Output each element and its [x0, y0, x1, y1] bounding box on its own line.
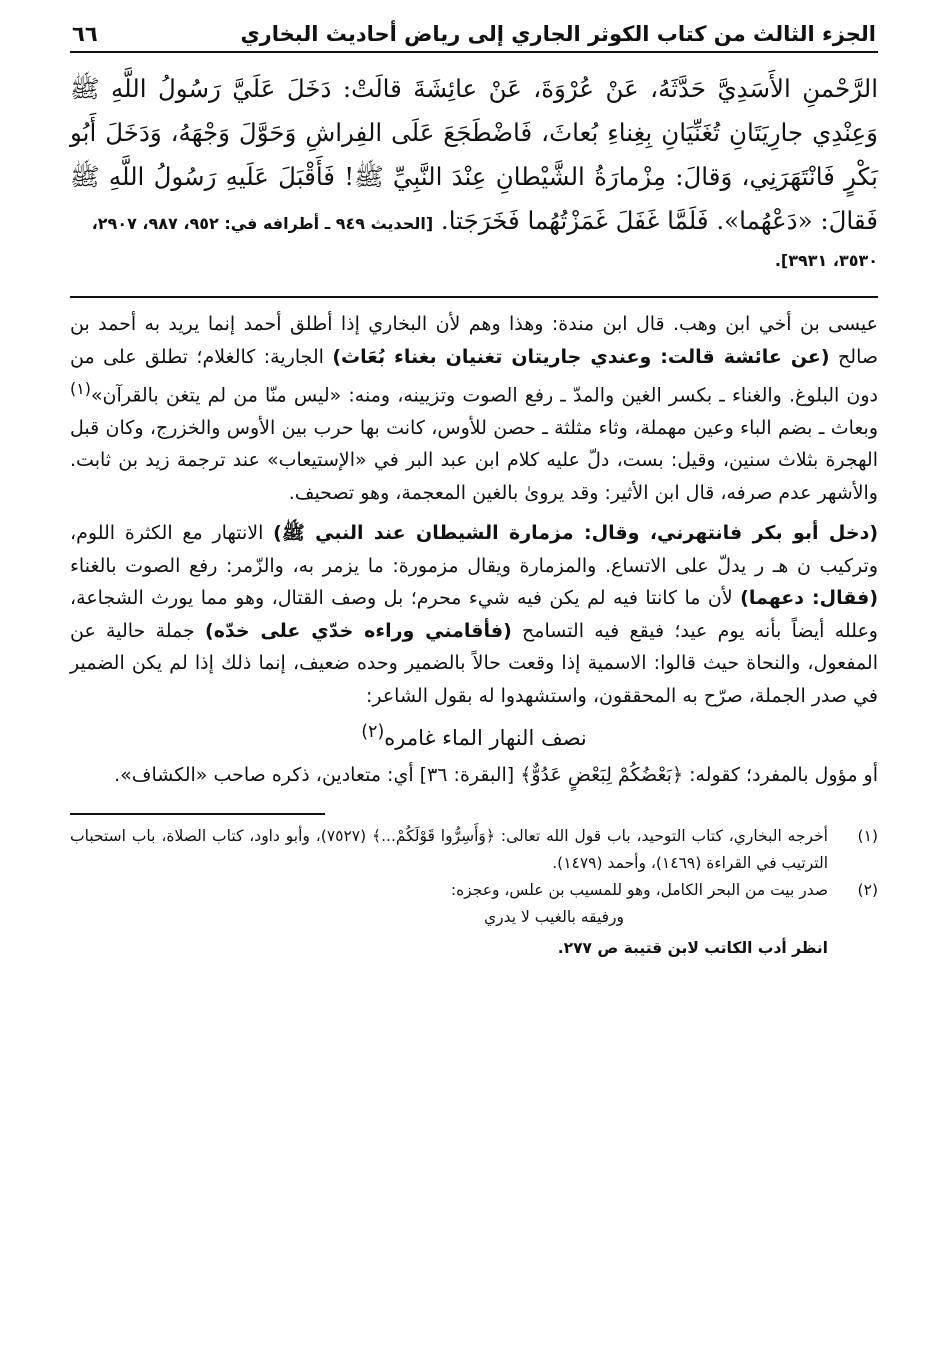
- footnote-divider: [70, 813, 325, 815]
- commentary-paragraph: عيسى بن أخي ابن وهب. قال ابن مندة: وهذا وهم لأن البخاري إذا أطلق أحمد إنما يريد به أحمد بن صالح (عن عائشة قالت: وعندي جاريتان تغنيان بغناء بُعَاث) الجارية: كالغلام؛ تطلق على من دون البلوغ. والغناء ـ بكسر الغين والمدّ ـ رفع الصوت وتزيينه، ومنه: «ليس منّا من لم يتغن بالقرآن»$^{(١)}$ وبعاث ـ بضم الباء وعين مهملة، وثاء مثلثة ـ حصن للأوس، كانت بها حرب بين الأوس والخزرج، وكان قبل الهجرة بثلاث سنين، وقيل: بست، دلّ عليه كلام ابن عبد البر في «الإستيعاب» عند ترجمة زيد بن ثابت. والأشهر عدم صرفه، قال ابن الأثير: وقد يروىٰ بالغين المعجمة، وهو تصحيف.: [70, 313, 878, 504]
- poem-verse: نصف النهار الماء غامره$^{(٢)}$: [361, 722, 587, 751]
- commentary: [70, 308, 878, 791]
- footnote-text: أخرجه البخاري، كتاب التوحيد، باب قول الله تعالى: ﴿وَأَسِرُّوا قَوْلَكُمْ...﴾ (٧٥٢٧)، وأبو داود، كتاب الصلاة، باب استحباب الترتيب في القراءة (١٤٦٩)، وأحمد (١٤٧٩).: [70, 827, 828, 873]
- hadith-text: الرَّحْمنِ الأَسَدِيَّ حَدَّثَهُ، عَنْ عُرْوَةَ، عَنْ عائِشَةَ قالَتْ: دَخَلَ عَلَيَّ رَسُولُ اللَّهِ ﷺ وَعِنْدِي جارِيَتَانِ تُغَنِّيَانِ بِغِناءِ بُعاثَ، فَاضْطَجَعَ عَلَى الفِراشِ وَحَوَّلَ وَجْهَهُ، وَدَخَلَ أَبُو بَكْرٍ فَانْتَهَرَنِي، وَقالَ: مِزْمارَةُ الشَّيْطانِ عِنْدَ النَّبِيِّ ﷺ! فَأَقْبَلَ عَلَيهِ رَسُولُ اللَّهِ ﷺ فَقالَ: «دَعْهُما». فَلَمَّا غَفَلَ غَمَزْتُهُما فَخَرَجَتا.: [70, 74, 878, 235]
- footnotes: [70, 823, 878, 962]
- page-header: [70, 22, 878, 53]
- footnote-text: صدر بيت من البحر الكامل، وهو للمسيب بن علس، وعجزه:: [450, 881, 828, 900]
- footnote-number: (١): [857, 827, 878, 846]
- footnote-ref: (٢): [361, 722, 385, 743]
- commentary-paragraph: (دخل أبو بكر فانتهرني، وقال: مزمارة الشيطان عند النبي ﷺ) الانتهار مع الكثرة اللوم، وتركيب ن هـ ر يدلّ على الاتساع. والمزمارة ويقال مزمورة: ما يزمر به، والزّمر: رفع الصوت بالغناء (فقال: دعهما) لأن ما كانتا فيه لم يكن فيه شيء محرم؛ بل وصف القتال، وهو مما يورث الشجاعة، وعلله أيضاً بأنه يوم عيد؛ فيقع فيه التسامح (فأقامني وراءه خدّي على خدّه) جملة حالية عن المفعول، والنحاة حيث قالوا: الاسمية إذا وقعت حالاً بالضمير وحده ضعيف، إنما ذلك إذا لم يكن الضمير في صدر الجملة، صرّح به المحققون، واستشهدوا له بقول الشاعر:: [70, 522, 879, 707]
- quoted-matn: (دخل أبو بكر فانتهرني، وقال: مزمارة الشيطان عند النبي ﷺ): [273, 522, 879, 545]
- footnote: [70, 877, 878, 904]
- hadith-reference: [الحديث ٩٤٩ ـ أطرافه في: ٩٥٢، ٩٨٧، ٢٩٠٧،: [91, 214, 434, 233]
- quoted-matn: (فقال: دعهما): [740, 587, 878, 610]
- page: [70, 22, 878, 962]
- quoted-matn: (فأقامني وراءه خدّي على خدّه): [205, 619, 512, 642]
- page-number: ٦٦: [72, 22, 98, 46]
- hadith-text-block: [70, 67, 878, 276]
- quoted-matn: (عن عائشة قالت: وعندي جاريتان تغنيان بغناء بُعَاث): [332, 345, 830, 368]
- footnote-verse: ورفيقه بالغيب لا يدري: [483, 908, 625, 927]
- hadith-reference-continued: ٣٥٣٠، ٣٩٣١].: [774, 251, 878, 270]
- footnote-number: (٢): [857, 881, 878, 900]
- footnote: [70, 823, 878, 877]
- commentary-paragraph: أو مؤول بالمفرد؛ كقوله: ﴿بَعْضُكُمْ لِبَعْضٍ عَدُوٌّ﴾ [البقرة: ٣٦] أي: متعادين، ذكره صاحب «الكشاف».: [114, 763, 878, 786]
- section-divider: [70, 296, 878, 298]
- running-title: الجزء الثالث من كتاب الكوثر الجاري إلى رياض أحاديث البخاري: [240, 22, 876, 46]
- footnote-ref: (١): [70, 379, 91, 398]
- footnote-source: انظر أدب الكاتب لابن قتيبة ص ٢٧٧.: [557, 939, 828, 958]
